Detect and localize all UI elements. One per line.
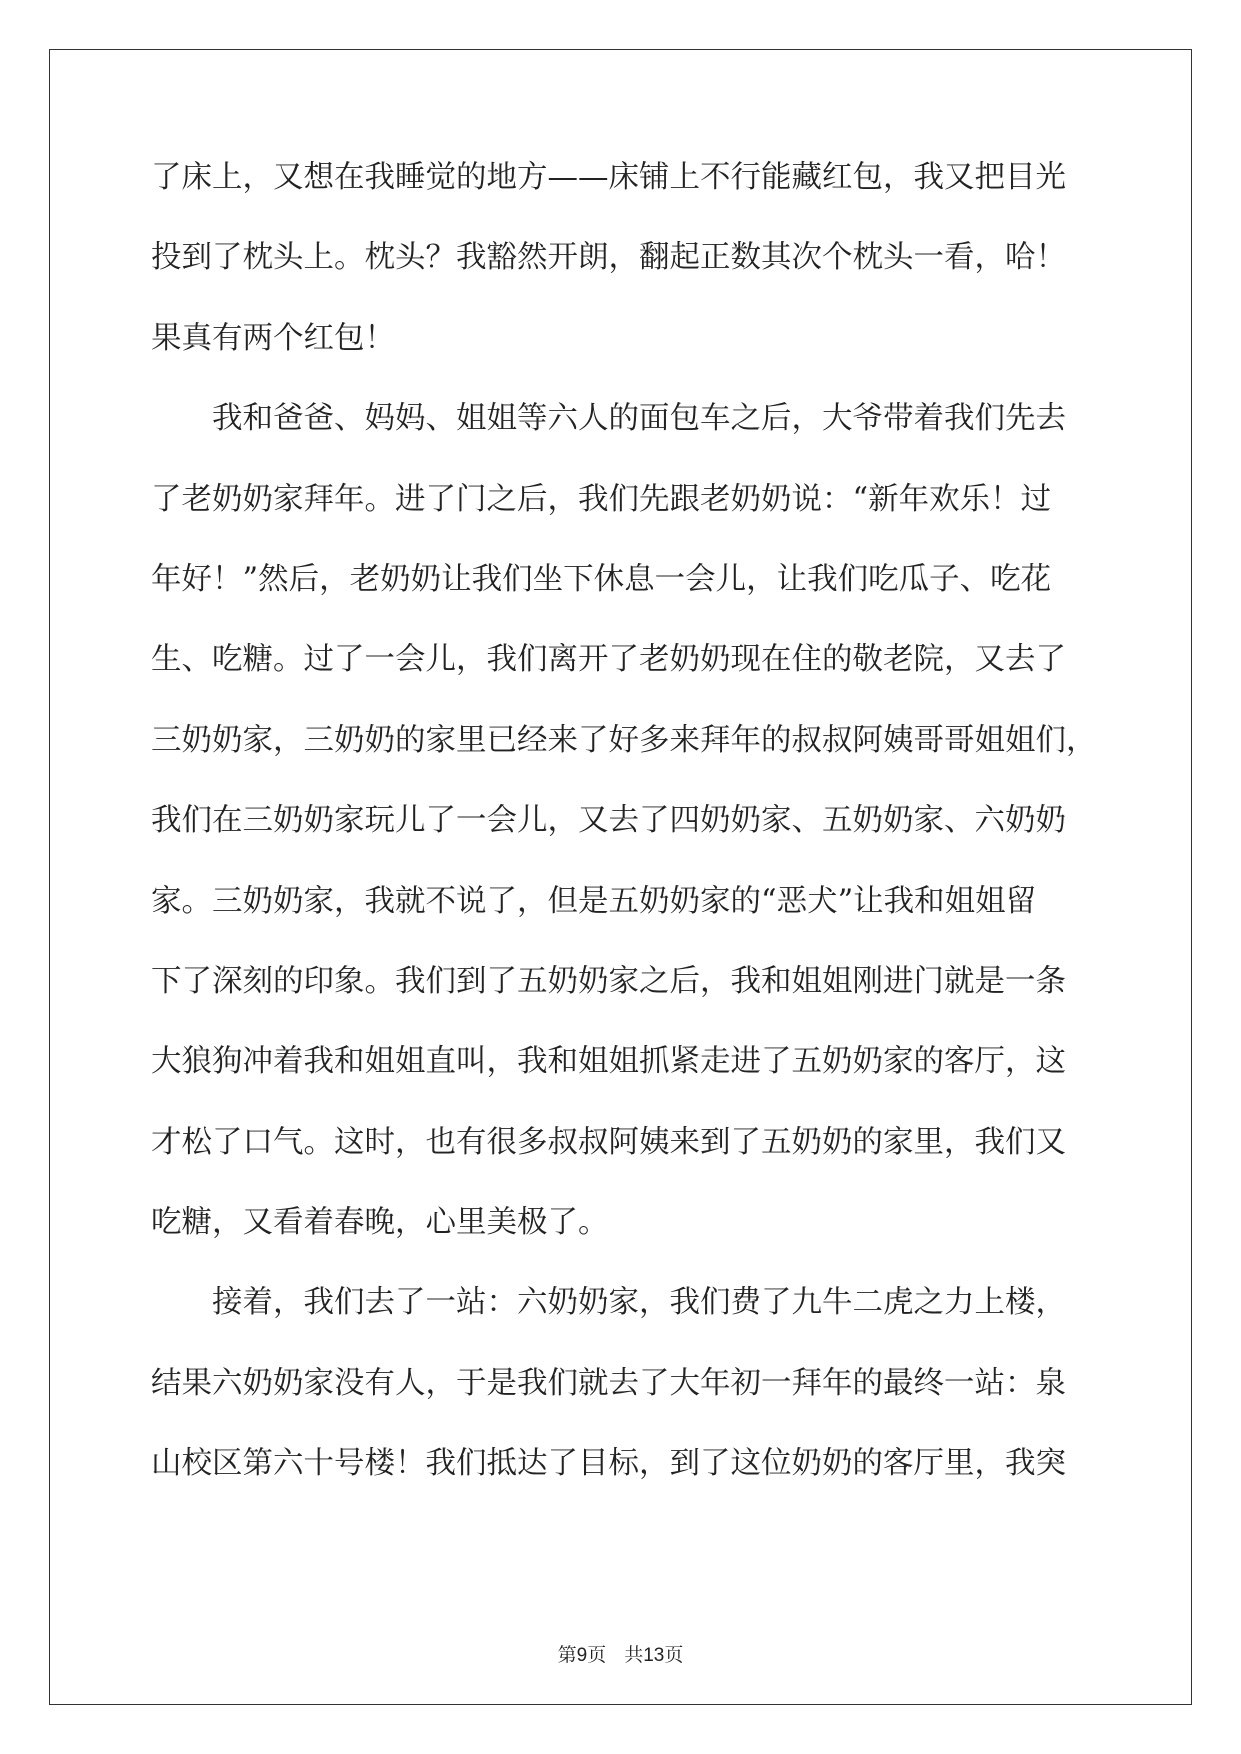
text-line: 果真有两个红包！ [151,320,395,356]
total-prefix: 共 [624,1644,644,1666]
page-prefix: 第 [557,1644,577,1666]
page-number: 9 [576,1645,588,1666]
text-line: 了老奶奶家拜年。进了门之后，我们先跟老奶奶说：“新年欢乐！过 [151,481,1052,517]
page-suffix: 页 [587,1644,607,1666]
text-line: 年好！”然后，老奶奶让我们坐下休息一会儿，让我们吃瓜子、吃花 [151,561,1052,597]
text-line: 了床上，又想在我睡觉的地方——床铺上不行能藏红包，我又把目光 [151,160,1066,195]
total-suffix: 页 [664,1644,684,1666]
text-line: 家。三奶奶家，我就不说了，但是五奶奶家的“恶犬”让我和姐姐留 [151,883,1037,919]
text-line: 才松了口气。这时，也有很多叔叔阿姨来到了五奶奶的家里，我们又 [151,1124,1066,1160]
paragraph-start-line: 接着，我们去了一站：六奶奶家，我们费了九牛二虎之力上楼， [212,1285,1066,1321]
total-pages: 13 [643,1645,665,1666]
text-line: 山校区第六十号楼！我们抵达了目标，到了这位奶奶的客厅里，我突 [151,1446,1066,1482]
text-line: 生、吃糖。过了一会儿，我们离开了老奶奶现在住的敬老院，又去了 [151,642,1066,678]
text-line: 大狼狗冲着我和姐姐直叫，我和姐姐抓紧走进了五奶奶家的客厅，这 [151,1044,1066,1080]
text-line: 结果六奶奶家没有人，于是我们就去了大年初一拜年的最终一站：泉 [151,1365,1066,1401]
text-line: 吃糖，又看着春晚，心里美极了。 [151,1205,609,1241]
document-body [151,158,1097,1484]
text-line: 三奶奶家，三奶奶的家里已经来了好多来拜年的叔叔阿姨哥哥姐姐们， [151,722,1097,758]
text-line: 投到了枕头上。枕头？我豁然开朗，翻起正数其次个枕头一看，哈！ [151,240,1066,276]
page-footer [0,1640,1241,1667]
paragraph-start-line: 我和爸爸、妈妈、姐姐等六人的面包车之后，大爷带着我们先去 [212,401,1066,437]
text-line: 我们在三奶奶家玩儿了一会儿，又去了四奶奶家、五奶奶家、六奶奶 [151,803,1066,839]
text-line: 下了深刻的印象。我们到了五奶奶家之后，我和姐姐刚进门就是一条 [151,963,1066,999]
